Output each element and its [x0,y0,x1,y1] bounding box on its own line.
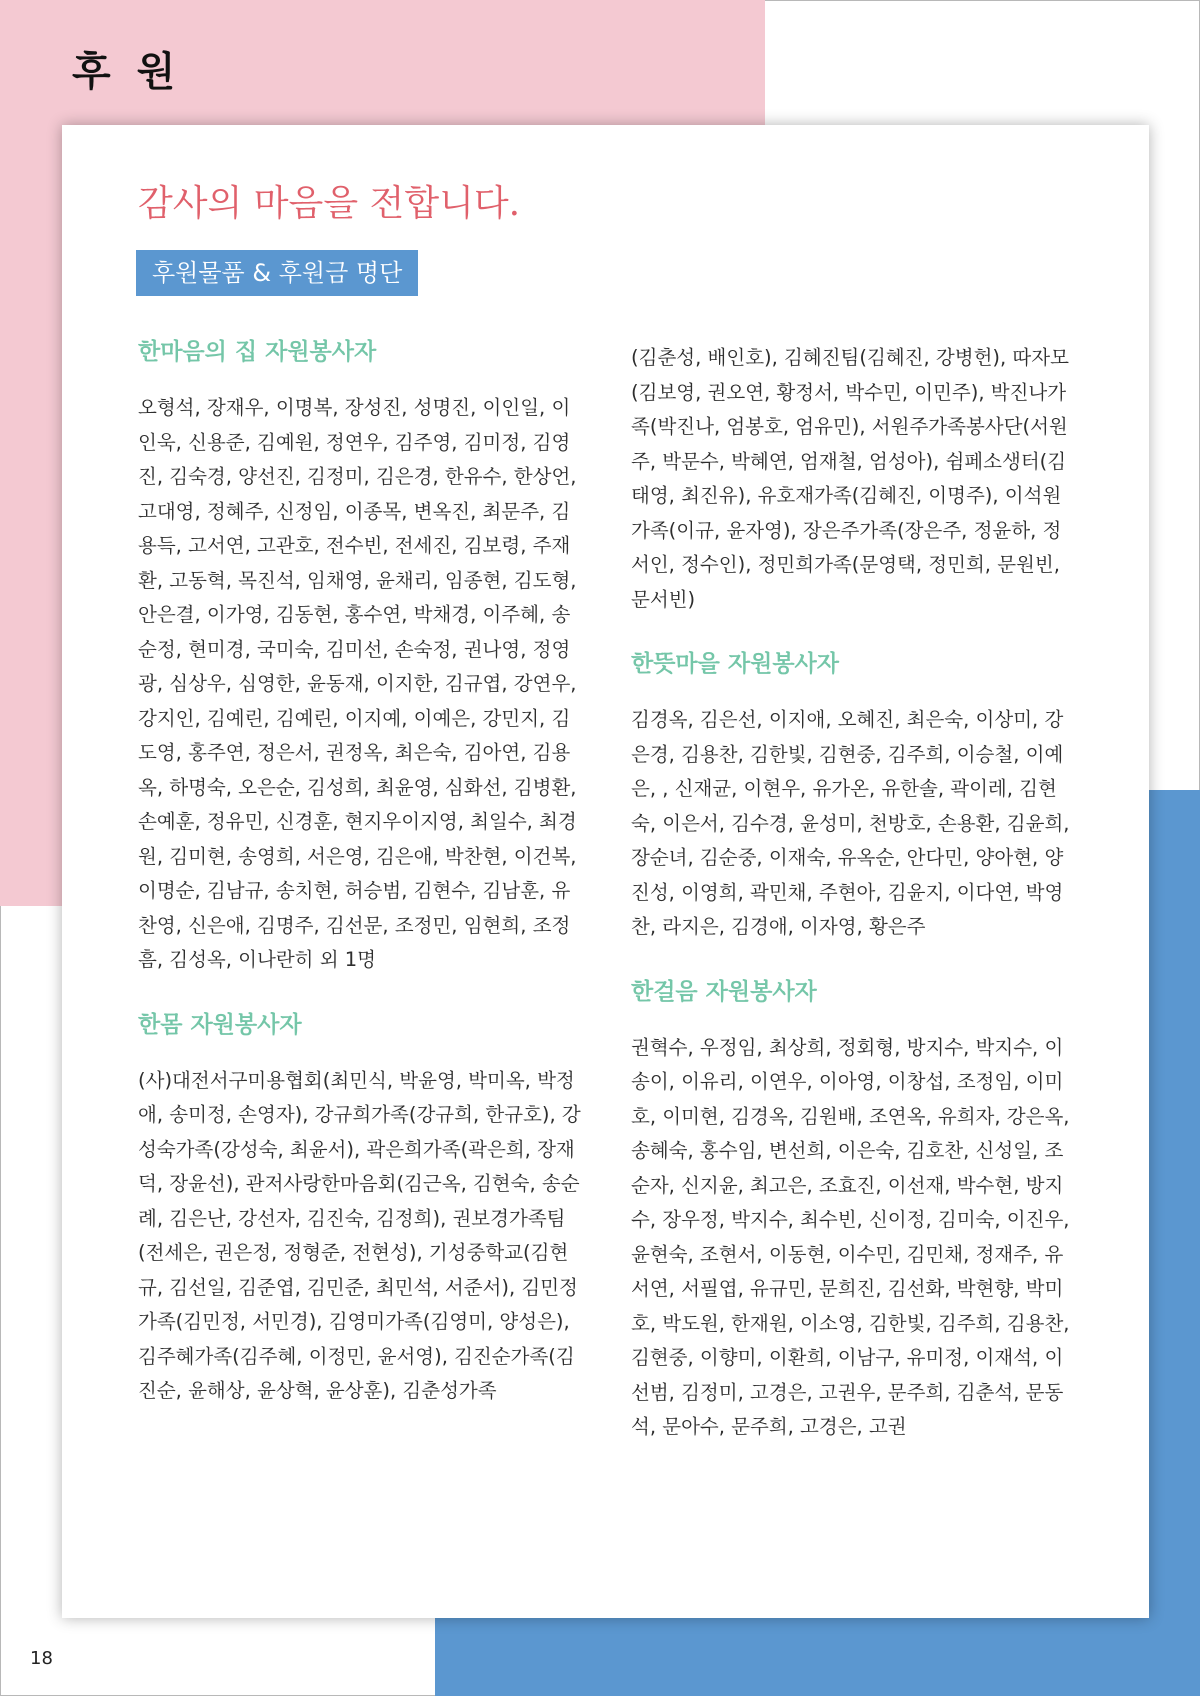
group-hanmom [138,1008,583,1409]
group-names: 김경옥, 김은선, 이지애, 오혜진, 최은숙, 이상미, 강은경, 김용찬, 김한빛, 김현중, 김주희, 이승철, 이예은, , 신재균, 이현우, 유가온, 유한솔, 곽이레, 김현숙, 이은서, 김수경, 윤성미, 천방호, 손용환, 김윤희, 장순녀, 김순중, 이재숙, 유옥순, 안다민, 양아현, 양진성, 이영희, 곽민채, 주현아, 김윤지, 이다연, 박영찬, 라지은, 김경애, 이자영, 황은주 [631,708,1070,938]
page-number: 18 [30,1648,53,1669]
section-title: 후 원 [72,49,182,95]
group-title: 한뜻마을 자원봉사자 [631,651,839,677]
group-names: 오형석, 장재우, 이명복, 장성진, 성명진, 이인일, 이인욱, 신용준, 김예원, 정연우, 김주영, 김미정, 김영진, 김숙경, 양선진, 김정미, 김은경, 한유수, 한상언, 고대영, 정혜주, 신정임, 이종목, 변옥진, 최문주, 김용득, 고서연, 고관호, 전수빈, 전세진, 김보령, 주재환, 고동혁, 목진석, 임채영, 윤채리, 임종현, 김도형, 안은결, 이가영, 김동현, 홍수연, 박채경, 이주혜, 송순정, 현미경, 국미숙, 김미선, 손숙정, 권나영, 정영광, 심상우, 심영한, 윤동재, 이지한, 김규엽, 강연우, 강지인, 김예린, 김예린, 이지예, 이예은, 강민지, 김도영, 홍주연, 정은서, 권정옥, 최은숙, 김아연, 김용옥, 하명숙, 오은순, 김성희, 최윤영, 심화선, 김병환, 손예훈, 정유민, 신경훈, 현지우이지영, 최일수, 최경원, 김미현, 송영희, 서은영, 김은애, 박찬현, 이건복, 이명순, 김남규, 송치현, 허승범, 김현수, 김남훈, 유찬영, 신은애, 김명주, 김선문, 조정민, 임현희, 조정흠, 김성옥, 이나란히 외 1명 [138,396,577,971]
group-hanmaeum [138,335,583,978]
left-column [138,335,583,1439]
group-names: (김춘성, 배인호), 김혜진팀(김혜진, 강병헌), 따자모(김보영, 권오연, 황정서, 박수민, 이민주), 박진나가족(박진나, 엄봉호, 엄유민), 서원주가족봉사단(서원주, 박문수, 박혜연, 엄재철, 엄성아), 쉼페소생터(김태영, 최진유), 유호재가족(김혜진, 이명주), 이석원가족(이규, 윤자영), 장은주가족(장은주, 정윤하, 정서인, 정수인), 정민희가족(문영택, 정민희, 문원빈, 문서빈) [631,346,1069,611]
group-hangeoreum [631,975,1076,1445]
group-names: (사)대전서구미용협회(최민식, 박윤영, 박미옥, 박정애, 송미정, 손영자), 강규희가족(강규희, 한규호), 강성숙가족(강성숙, 최윤서), 곽은희가족(곽은희, 장재덕, 장윤선), 관저사랑한마음회(김근옥, 김현숙, 송순례, 김은난, 강선자, 김진숙, 김정희), 권보경가족팀(전세은, 권은정, 정형준, 전현성), 기성중학교(김현규, 김선일, 김준엽, 김민준, 최민석, 서준서), 김민정가족(김민정, 서민경), 김영미가족(김영미, 양성은), 김주혜가족(김주혜, 이정민, 윤서영), 김진순가족(김진순, 윤해상, 윤상혁, 윤상훈), 김춘성가족 [138,1068,581,1402]
headline: 감사의 마음을 전합니다. [138,183,521,224]
group-title: 한걸음 자원봉사자 [631,978,817,1005]
group-hanmom-continued [631,341,1076,617]
group-hantteut [631,647,1076,945]
group-title: 한마음의 집 자원봉사자 [138,339,377,365]
content-card [62,125,1149,1618]
list-tag: 후원물품 & 후원금 명단 [136,250,418,296]
group-names: 권혁수, 우정임, 최상희, 정회형, 방지수, 박지수, 이송이, 이유리, 이연우, 이아영, 이창섭, 조정임, 이미호, 이미현, 김경옥, 김원배, 조연옥, 유희자, 강은옥, 송혜숙, 홍수임, 변선희, 이은숙, 김호찬, 신성일, 조순자, 신지윤, 최고은, 조효진, 이선재, 박수현, 방지수, 장우정, 박지수, 최수빈, 신이정, 김미숙, 이진우, 윤현숙, 조현서, 이동현, 이수민, 김민채, 정재주, 유서연, 서필엽, 유규민, 문희진, 김선화, 박현향, 박미호, 박도원, 한재원, 이소영, 김한빛, 김주희, 김용찬, 김현중, 이향미, 이환희, 이남구, 유미정, 이재석, 이선범, 김정미, 고경은, 고권우, 문주희, 김춘석, 문동석, 문아수, 문주희, 고경은, 고권 [631,1035,1070,1438]
right-column [631,341,1076,1475]
group-title: 한몸 자원봉사자 [138,1011,302,1038]
